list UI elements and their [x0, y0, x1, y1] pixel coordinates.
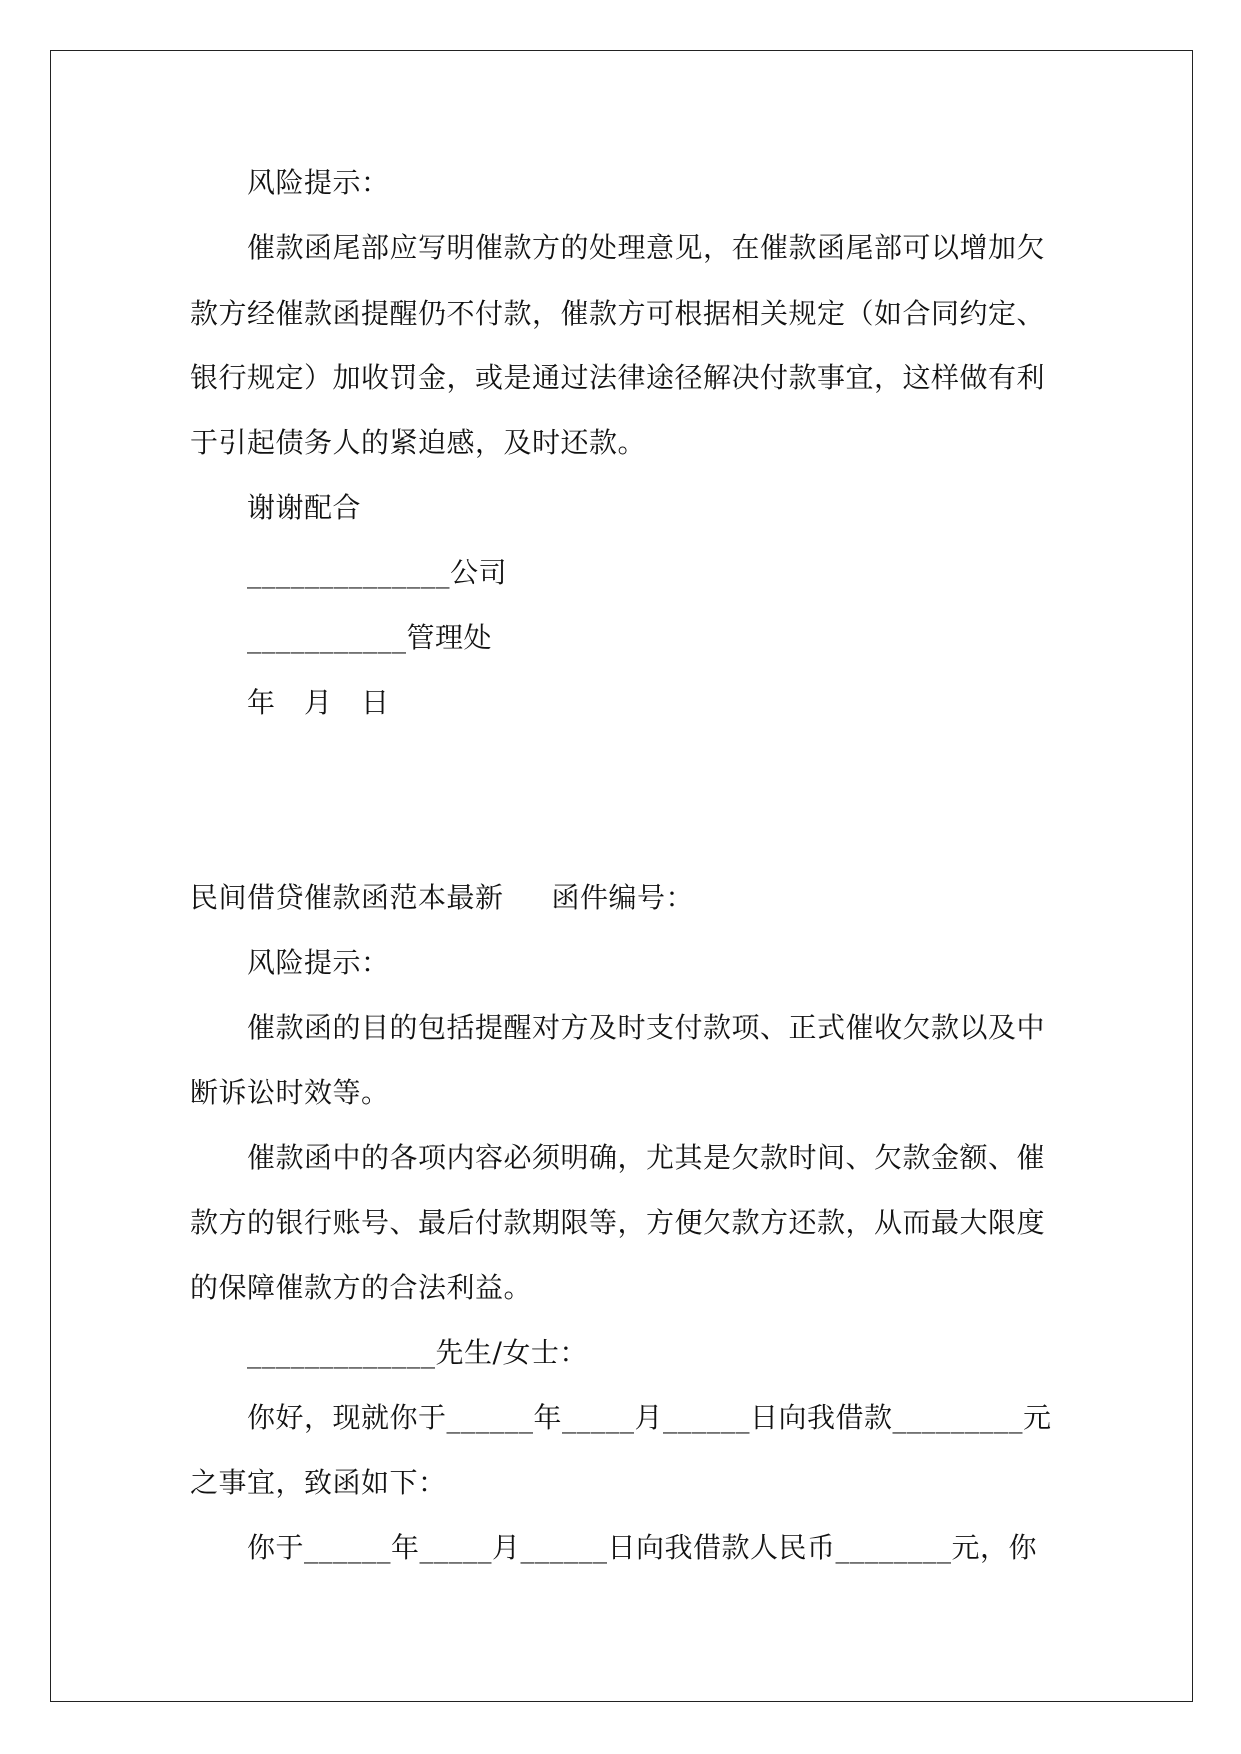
- paragraph-line: 催款函中的各项内容必须明确，尤其是欠款时间、欠款金额、催: [247, 1141, 1046, 1174]
- paragraph-line: 款方经催款函提醒仍不付款，催款方可根据相关规定（如合同约定、: [190, 297, 1046, 330]
- paragraph-line: 催款函尾部应写明催款方的处理意见，在催款函尾部可以增加欠: [247, 231, 1046, 264]
- paragraph-line: 银行规定）加收罚金，或是通过法律途径解决付款事宜，这样做有利: [190, 361, 1046, 394]
- date-line: 年 月 日: [247, 686, 390, 719]
- paragraph-line: 款方的银行账号、最后付款期限等，方便欠款方还款，从而最大限度: [190, 1206, 1046, 1239]
- risk-heading: 风险提示：: [247, 946, 390, 979]
- risk-heading: 风险提示：: [247, 166, 390, 199]
- paragraph-line: 于引起债务人的紧迫感，及时还款。: [190, 426, 647, 459]
- letter-number-label: 函件编号：: [551, 881, 695, 914]
- paragraph-line: 的保障催款方的合法利益。: [190, 1271, 533, 1304]
- thanks-text: 谢谢配合: [247, 491, 362, 524]
- paragraph-line: 断诉讼时效等。: [190, 1076, 390, 1109]
- document-title-row: [190, 880, 694, 916]
- body-line: 你于______年_____月______日向我借款人民币________元，你: [247, 1531, 1038, 1564]
- salutation-line: _____________先生/女士：: [247, 1336, 588, 1369]
- office-signature-line: ___________管理处: [247, 621, 493, 654]
- company-signature-line: ______________公司: [247, 556, 508, 589]
- greeting-line: 你好，现就你于______年_____月______日向我借款_________元: [247, 1401, 1052, 1434]
- document-title: 民间借贷催款函范本最新: [190, 881, 504, 914]
- greeting-line: 之事宜，致函如下：: [190, 1466, 447, 1499]
- paragraph-line: 催款函的目的包括提醒对方及时支付款项、正式催收欠款以及中: [247, 1011, 1046, 1044]
